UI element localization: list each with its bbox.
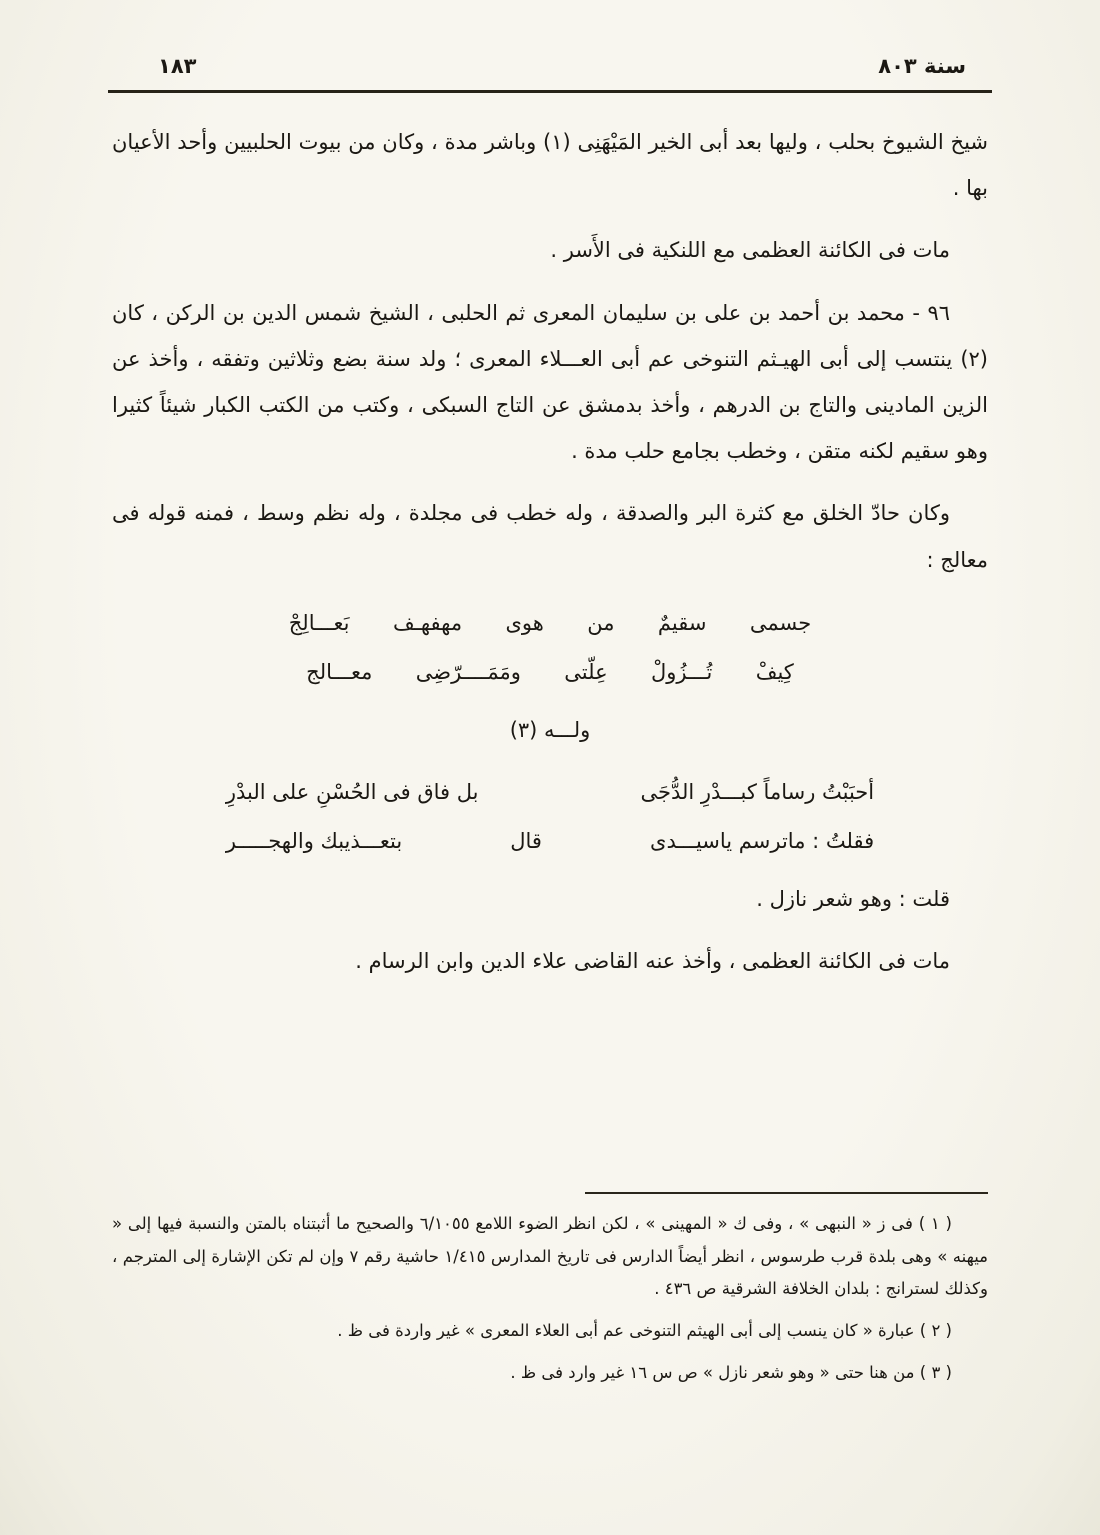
header-rule [108,90,992,93]
hemistich-middle: قال [510,828,542,853]
poem-2-line-2 [226,817,874,866]
footnotes [112,1208,988,1389]
paragraph-entry-96: ٩٦ - محمد بن أحمد بن على بن سليمان المعرى ثم الحلبى ، الشيخ شمس الدين بن الركن ، كان (٢) ينتسب إلى أبى الهيـثم التنوخى عم أبى العـــلاء المعرى ؛ ولد سنة بضع وثلاثين وتفقه ، وأخذ عن الزين المادينى والتاج بن الدرهم ، وأخذ بدمشق عن التاج السبكى ، وكتب من الكتب الكبار شيئاً كثيرا وهو سقيم لكنه متقن ، وخطب بجامع حلب مدة . [112,300,988,464]
poem-2 [226,768,874,867]
paragraph-death-note-1: مات فى الكائنة العظمى مع اللنكية فى الأَسر . [550,238,950,263]
paragraph-comment: قلت : وهو شعر نازل . [756,887,950,912]
poem-1 [261,599,839,698]
page-content [112,119,988,985]
paragraph-character: وكان حادّ الخلق مع كثرة البر والصدقة ، وله خطب فى مجلدة ، وله نظم وسط ، فمنه قوله فى معالج : [112,501,988,572]
poem-1-line-2: كِيفْ تُـــزُولْ عِلّتى ومَمَــــرّضِى معـــالج [306,660,794,685]
footnote-2: ( ٢ ) عبارة « كان ينسب إلى أبى الهيثم التنوخى عم أبى العلاء المعرى » غير واردة فى ظ . [337,1320,952,1340]
poem-attribution: ولـــه (٣) [509,718,591,743]
footnote-area [112,1192,988,1398]
footnote-separator [585,1192,988,1194]
page-number: ١٨٣ [158,54,197,78]
year-heading: سنة ٨٠٣ [878,54,966,78]
paragraph-death-note-2: مات فى الكائنة العظمى ، وأخذ عنه القاضى علاء الدين وابن الرسام . [355,949,950,974]
hemistich-left: بتعـــذيبك والهجـــــر [225,828,403,853]
hemistich-right: أحبَبْتُ رساماً كبـــدْرِ الدُّجَى [640,779,875,804]
page-header [112,54,988,78]
footnote-3: ( ٣ ) من هنا حتى « وهو شعر نازل » ص س ١٦ غير وارد فى ظ . [510,1362,952,1382]
paragraph-continuation: شيخ الشيوخ بحلب ، وليها بعد أبى الخير المَيْهَنِى (١) وباشر مدة ، وكان من بيوت الحلبيين وأحد الأعيان بها . [112,130,988,201]
hemistich-left: بل فاق فى الحُسْنِ على البدْرِ [225,779,479,804]
poem-2-line-1 [226,768,874,817]
footnote-1: ( ١ ) فى ز « النبهى » ، وفى ك « المهينى » ، لكن انظر الضوء اللامع ٦/١٠٥٥ والصحيح ما أثبتناه بالمتن والنسبة فيها إلى « ميهنه » وهى بلدة قرب طرسوس ، انظر أيضاً الدارس فى تاريخ المدارس ١/٤١٥ حاشية رقم ٧ وإن لم تكن الإشارة إلى المترجم ، وكذلك لسترانج : بلدان الخلافة الشرقية ص ٤٣٦ . [112,1214,989,1299]
hemistich-right: فقلتُ : ماترسم ياسيـــدى [650,828,875,853]
poem-1-line-1: جسمى سقيمٌ من هوى مهفهـف بَعـــالِجْ [288,610,812,635]
